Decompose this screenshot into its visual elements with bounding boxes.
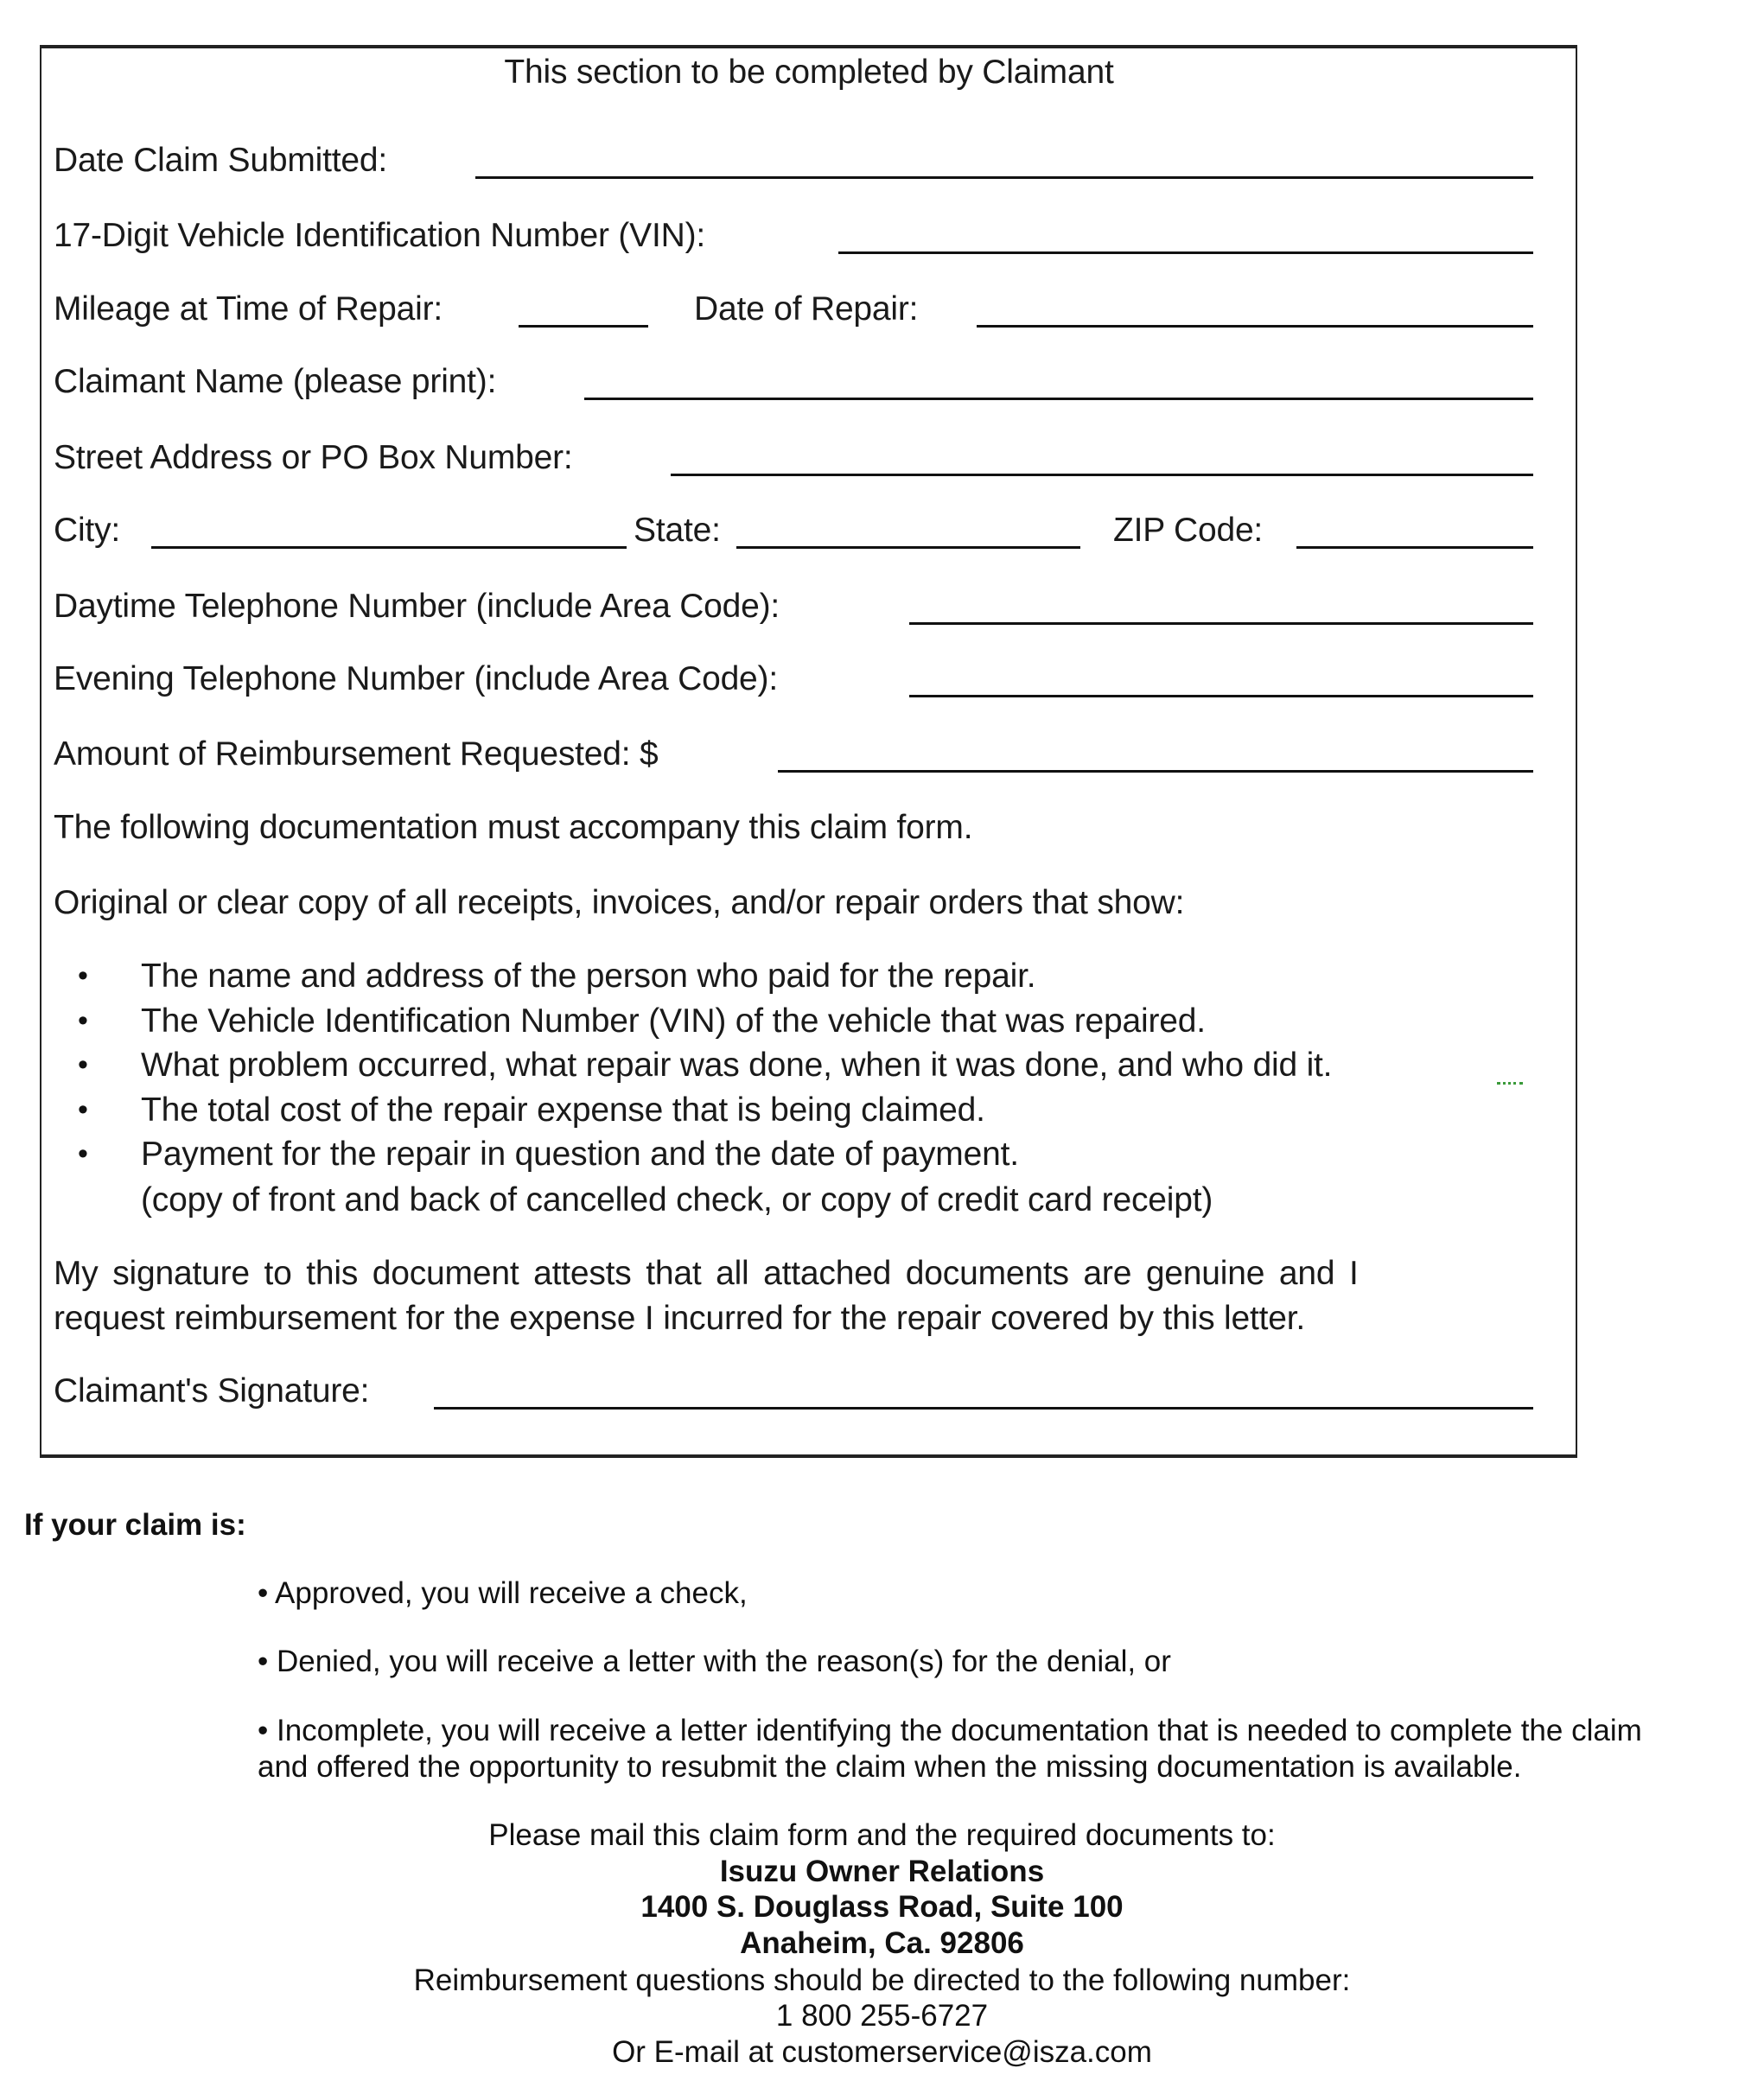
daytime-phone-field[interactable] <box>909 622 1533 625</box>
outcome-denied: • Denied, you will receive a letter with the reason(s) for the denial, or <box>258 1645 1171 1678</box>
bullet-icon: • <box>78 1093 88 1126</box>
mailing-address-2: Anaheim, Ca. 92806 <box>740 1926 1024 1960</box>
signature-label: Claimant's Signature: <box>54 1372 370 1410</box>
date-of-repair-label: Date of Repair: <box>694 290 919 328</box>
zip-field[interactable] <box>1296 546 1533 549</box>
city-label: City: <box>54 512 121 549</box>
requirement-item: Payment for the repair in question and the date of payment. <box>141 1136 1019 1173</box>
requirement-item: The total cost of the repair expense that is being claimed. <box>141 1091 985 1129</box>
vin-label: 17-Digit Vehicle Identification Number (VIN): <box>54 217 705 254</box>
documentation-sub: Original or clear copy of all receipts, invoices, and/or repair orders that show: <box>54 884 1185 921</box>
mileage-field[interactable] <box>519 325 648 328</box>
outcome-approved: • Approved, you will receive a check, <box>258 1576 748 1610</box>
daytime-phone-label: Daytime Telephone Number (include Area Code): <box>54 588 780 625</box>
mailing-intro: Please mail this claim form and the required documents to: <box>488 1818 1276 1852</box>
city-field[interactable] <box>151 546 627 549</box>
mailing-address-1: 1400 S. Douglass Road, Suite 100 <box>640 1890 1124 1924</box>
bullet-icon: • <box>78 1048 88 1081</box>
email-contact: Or E-mail at customerservice@isza.com <box>612 2035 1152 2069</box>
claimant-name-field[interactable] <box>584 398 1533 400</box>
documentation-intro: The following documentation must accompany this claim form. <box>54 809 973 846</box>
claimant-name-label: Claimant Name (please print): <box>54 363 497 400</box>
attestation-line-1: My signature to this document attests that all attached documents are genuine and I <box>54 1255 1359 1292</box>
spellcheck-squiggle-icon <box>1497 1077 1523 1085</box>
requirement-item: The name and address of the person who paid for the repair. <box>141 958 1036 995</box>
bullet-icon: • <box>78 1004 88 1037</box>
requirement-note: (copy of front and back of cancelled check, or copy of credit card receipt) <box>141 1181 1213 1219</box>
phone-number: 1 800 255-6727 <box>775 1999 989 2033</box>
street-address-field[interactable] <box>671 474 1533 476</box>
date-claim-submitted-field[interactable] <box>475 176 1533 179</box>
date-of-repair-field[interactable] <box>977 325 1533 328</box>
mileage-label: Mileage at Time of Repair: <box>54 290 443 328</box>
attestation-line-2: request reimbursement for the expense I incurred for the repair covered by this letter. <box>54 1300 1305 1337</box>
signature-field[interactable] <box>434 1407 1533 1410</box>
amount-label: Amount of Reimbursement Requested: $ <box>54 735 659 773</box>
street-address-label: Street Address or PO Box Number: <box>54 439 573 476</box>
section-title: This section to be completed by Claimant <box>504 54 1114 91</box>
amount-field[interactable] <box>778 770 1533 773</box>
questions-text: Reimbursement questions should be directed to the following number: <box>413 1963 1351 1997</box>
state-field[interactable] <box>736 546 1080 549</box>
evening-phone-label: Evening Telephone Number (include Area Code): <box>54 660 778 697</box>
mailing-org: Isuzu Owner Relations <box>719 1855 1045 1888</box>
bullet-icon: • <box>78 1137 88 1170</box>
outcome-incomplete-line-1: • Incomplete, you will receive a letter identifying the documentation that is needed to complete the claim <box>258 1714 1642 1747</box>
evening-phone-field[interactable] <box>909 695 1533 697</box>
requirement-item: What problem occurred, what repair was done, when it was done, and who did it. <box>141 1047 1333 1084</box>
requirement-item: The Vehicle Identification Number (VIN) of the vehicle that was repaired. <box>141 1002 1206 1040</box>
date-claim-submitted-label: Date Claim Submitted: <box>54 142 387 179</box>
zip-label: ZIP Code: <box>1113 512 1264 549</box>
outcome-incomplete-line-2: and offered the opportunity to resubmit the claim when the missing documentation is available. <box>258 1750 1522 1784</box>
state-label: State: <box>634 512 721 549</box>
bullet-icon: • <box>78 959 88 992</box>
outcomes-heading: If your claim is: <box>24 1508 246 1542</box>
vin-field[interactable] <box>838 251 1533 254</box>
